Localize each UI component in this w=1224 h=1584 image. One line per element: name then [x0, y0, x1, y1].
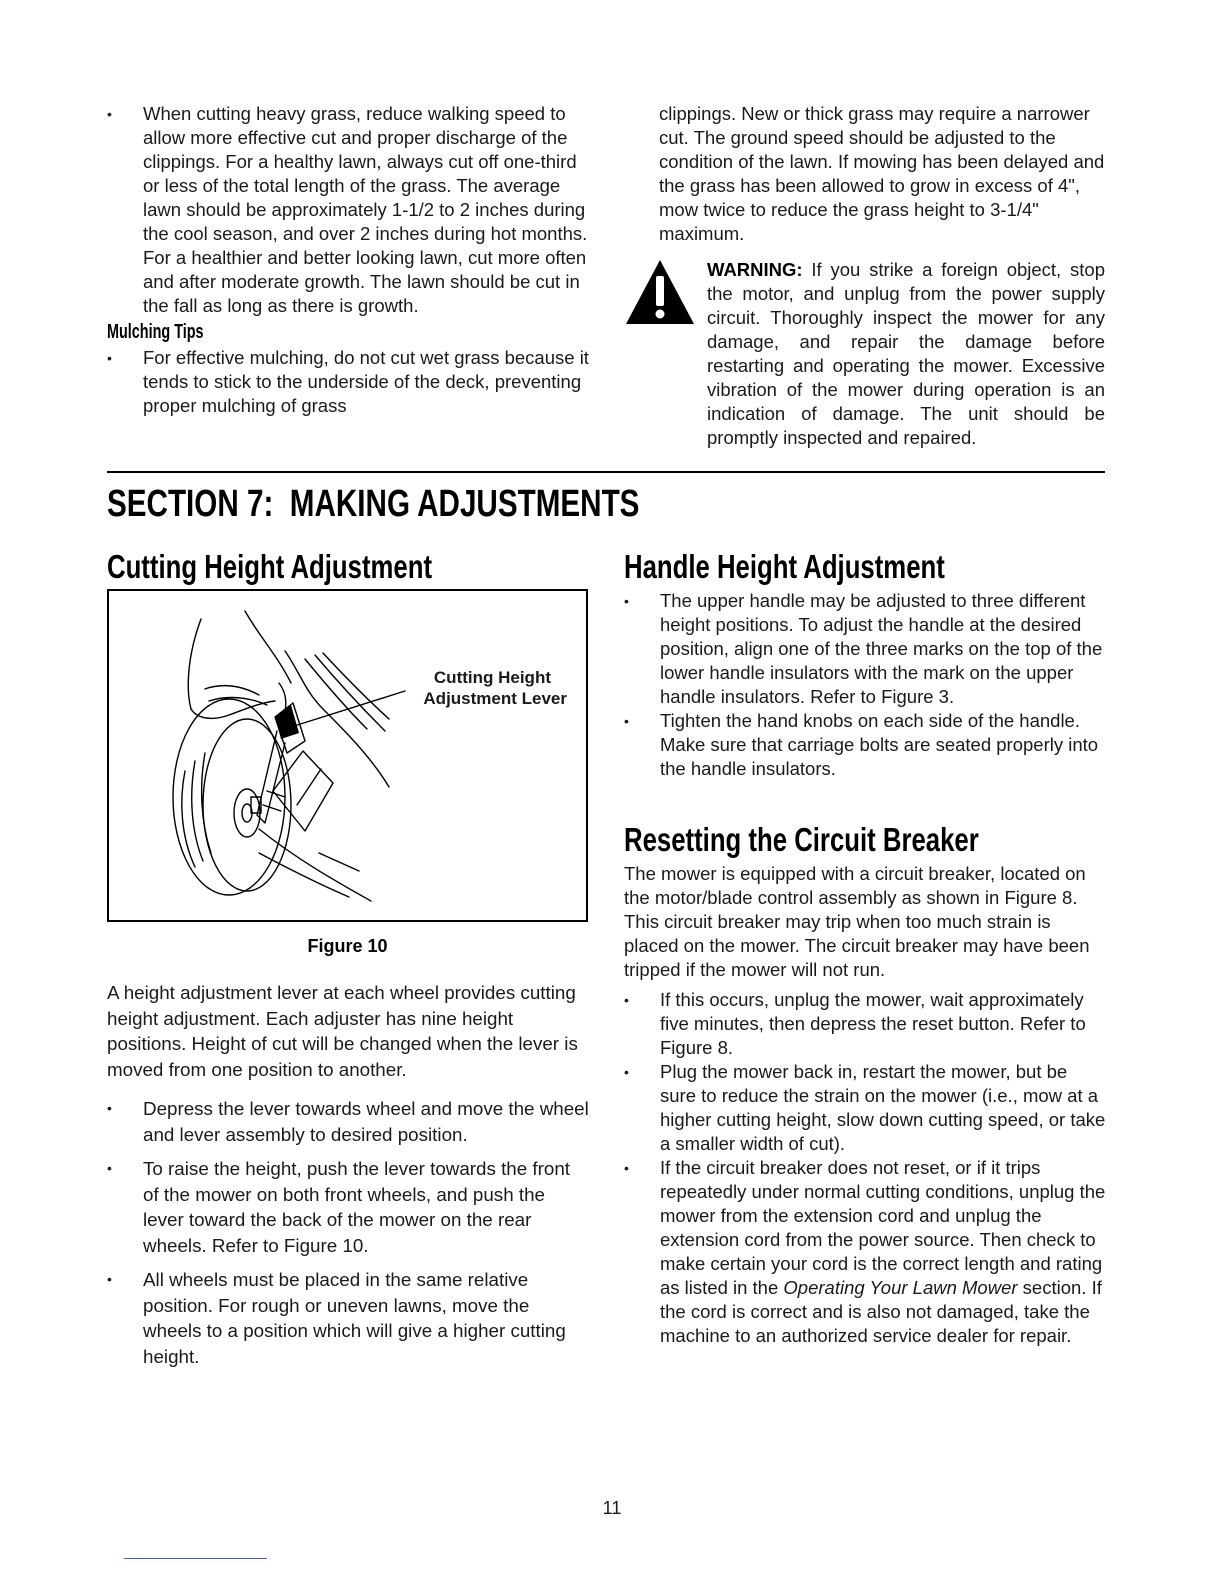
section-title: SECTION 7: MAKING ADJUSTMENTS: [107, 483, 640, 525]
mulching-tips-heading: Mulching Tips: [107, 321, 204, 343]
cutting-bullets: [107, 1096, 589, 1369]
warning-icon: [624, 258, 696, 326]
figure-10-caption: Figure 10: [307, 936, 388, 956]
warning-text: WARNING: If you strike a foreign object, stop the motor, and unplug from the power supply circuit. Thoroughly inspect the mower for any damage, and repair the damage before restarting and operating the mower. Excessive vibration of the mower during operation is an indication of damage. The unit should be promptly inspected and repaired.: [707, 259, 1105, 448]
warning-label: WARNING:: [707, 259, 803, 280]
figure-callout-label: Cutting Height Adjustment Lever: [423, 668, 567, 708]
list-item: • Tighten the hand knobs on each side of the handle. Make sure that carriage bolts are seated properly into the handle insulators.: [624, 709, 1106, 781]
wheel-lever-illustration: [109, 591, 586, 920]
list-item: • Plug the mower back in, restart the mower, but be sure to reduce the strain on the mower (i.e., mow at a higher cutting height, slow down cutting speed, or take a smaller width of cut).: [624, 1060, 1106, 1156]
list-item: • When cutting heavy grass, reduce walking speed to allow more effective cut and proper discharge of the clippings. For a healthy lawn, always cut off one-third or less of the total length of the grass. The average lawn should be approximately 1-1/2 to 2 inches during the cool season, and over 2 inches during hot months. For a healthier and better looking lawn, cut more often and after moderate growth. The lawn should be cut in the fall as long as there is growth.: [107, 102, 589, 318]
cutting-intro: A height adjustment lever at each wheel provides cutting height adjustment. Each adjuster has nine height positions. Height of cut will be changed when the lever is moved from one position to another.: [107, 982, 578, 1080]
list-item: • The upper handle may be adjusted to three different height positions. To adjust the handle at the desired position, align one of the three marks on the top of the lower handle insulators with the mark on the upper handle insulators. Refer to Figure 3.: [624, 589, 1106, 709]
list-item: • For effective mulching, do not cut wet grass because it tends to stick to the underside of the deck, preventing proper mulching of grass: [107, 346, 589, 418]
circuit-breaker-intro: The mower is equipped with a circuit breaker, located on the motor/blade control assembly as shown in Figure 8. This circuit breaker may trip when too much strain is placed on the mower. The circuit breaker may have been tripped if the mower will not run.: [624, 863, 1090, 980]
footer-link-line: [124, 1558, 267, 1559]
handle-bullets: [624, 589, 1106, 781]
cutting-height-heading: Cutting Height Adjustment: [107, 548, 433, 585]
list-item: • All wheels must be placed in the same relative position. For rough or uneven lawns, move the wheels to a position which will give a higher cutting height.: [107, 1267, 589, 1369]
list-item: • To raise the height, push the lever towards the front of the mower on both front wheels, and push the lever toward the back of the mower on the rear wheels. Refer to Figure 10.: [107, 1156, 589, 1258]
circuit-breaker-bullets: [624, 988, 1106, 1348]
page-number: 11: [602, 1498, 622, 1518]
handle-height-heading: Handle Height Adjustment: [624, 548, 945, 585]
figure-10-box: [107, 589, 588, 922]
list-item: • Depress the lever towards wheel and move the wheel and lever assembly to desired position.: [107, 1096, 589, 1147]
circuit-breaker-heading: Resetting the Circuit Breaker: [624, 821, 979, 858]
list-item: • If this occurs, unplug the mower, wait approximately five minutes, then depress the reset button. Refer to Figure 8.: [624, 988, 1106, 1060]
top-left-column: [107, 102, 589, 418]
top-right-continuation: clippings. New or thick grass may require a narrower cut. The ground speed should be adjusted to the condition of the lawn. If mowing has been delayed and the grass has been allowed to grow in excess of 4", mow twice to reduce the grass height to 3-1/4" maximum.: [659, 103, 1105, 244]
section-divider: [107, 471, 1105, 473]
list-item: • If the circuit breaker does not reset, or if it trips repeatedly under normal cutting conditions, unplug the mower from the extension cord and unplug the extension cord from the power source. Then check to make certain your cord is the correct length and rating as listed in the Operating Your Lawn Mower section. If the cord is correct and is also not damaged, take the machine to an authorized service dealer for repair.: [624, 1156, 1106, 1348]
